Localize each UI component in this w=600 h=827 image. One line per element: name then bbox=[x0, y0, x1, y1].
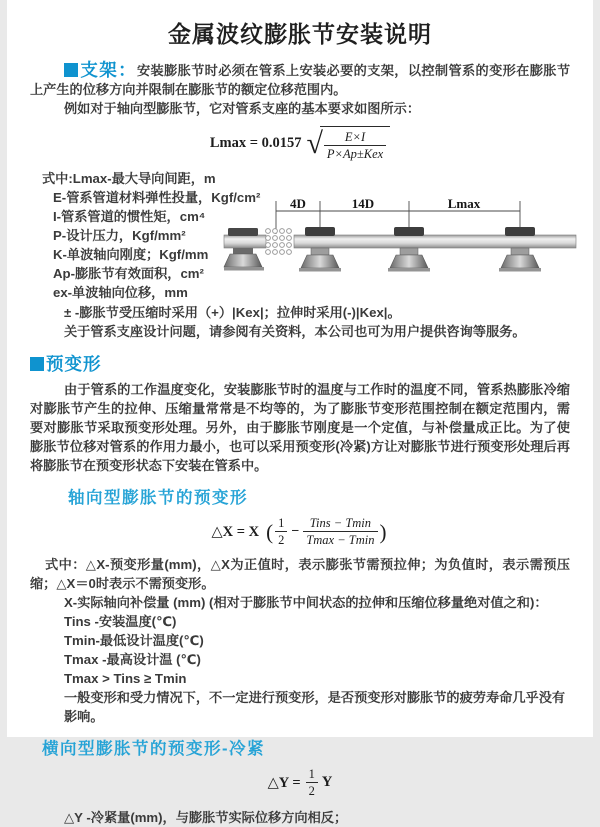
minus-operator: − bbox=[291, 523, 300, 539]
temperature-fraction bbox=[303, 516, 377, 547]
support-intro-text: 安装膨胀节时必须在管系上安装必要的支架，以控制管系的变形在膨胀节上产生的位移方向并限制在膨胀节的额定位移范围内。 bbox=[30, 63, 571, 97]
sign-note-line: ± -膨胀节受压缩时采用（+）|Kex|；拉伸时采用(-)|Kex|。 bbox=[64, 305, 401, 320]
axial-note-line: Tmax > Tins ≥ Tmin bbox=[64, 671, 187, 686]
sqrt-radical-icon: √ bbox=[306, 126, 323, 160]
fraction-numerator: 1 bbox=[306, 767, 318, 783]
definition-item: Ap-膨胀节有效面积，cm² bbox=[53, 266, 204, 281]
definition-item: E-管系管道材料弹性投量，Kgf/cm² bbox=[53, 190, 261, 205]
axial-predeform-formula bbox=[30, 516, 570, 547]
guide-spacing-formula bbox=[30, 126, 570, 161]
definitions-and-diagram bbox=[30, 169, 570, 303]
support-intro-paragraph bbox=[30, 61, 570, 99]
sqrt-body bbox=[320, 126, 390, 161]
lateral-note-line: △Y -冷紧量(mm)，与膨胀节实际位移方向相反； bbox=[64, 810, 348, 825]
consult-note-line: 关于管系支座设计问题，请参阅有关资料，本公司也可为用户提供咨询等服务。 bbox=[64, 324, 526, 339]
document-page bbox=[7, 0, 593, 825]
bellows-icon bbox=[266, 229, 292, 255]
axial-note-line: Tmax -最高设计温 (℃) bbox=[64, 652, 201, 667]
dim-label-14d: 14D bbox=[351, 196, 375, 211]
support-example-line: 例如对于轴向型膨胀节，它对管系支座的基本要求如图所示： bbox=[64, 101, 421, 116]
dim-label-lmax: Lmax bbox=[447, 196, 481, 211]
fraction-denominator: Tmax − Tmin bbox=[306, 533, 375, 547]
fraction-denominator: 2 bbox=[278, 533, 285, 547]
fraction-numerator: 1 bbox=[275, 516, 287, 532]
fraction-numerator: Tins − Tmin bbox=[303, 516, 377, 532]
axial-note-line: 式中：△X-预变形量(mm)，△X为正值时，表示膨张节需预拉伸；为负值时，表示需预压缩；△X＝0时表示不需预变形。 bbox=[30, 557, 570, 591]
definition-item: 式中:Lmax-最大导向间距，m bbox=[42, 171, 216, 186]
lateral-coldtight-formula bbox=[30, 767, 570, 798]
formula-rhs: Y bbox=[321, 774, 333, 790]
close-paren: ) bbox=[379, 519, 387, 544]
predeform-body-paragraph: 由于管系的工作温度变化，安装膨胀节时的温度与工作时的温度不同，管系热膨胀冷缩对膨胀节产生的拉伸、压缩量常常是不均等的，为了膨胀节变形范围控制在额定范围内，需要对膨胀节采取预变形处理。另外，由于膨胀节刚度是一个定值，与补偿量成正比。为了使膨胀节位移对管系的作用力最小，也可以采用预变形(冷紧)方让对膨胀节进行预变形处理后再将膨胀节在预变形状态下安装在管系中。 bbox=[30, 382, 570, 473]
support-section-heading bbox=[64, 60, 137, 80]
definition-item: P-设计压力，Kgf/mm² bbox=[53, 228, 186, 243]
pipe-support-diagram bbox=[224, 197, 576, 292]
half-fraction bbox=[306, 767, 318, 798]
definition-item: K-单波轴向刚度；Kgf/mm bbox=[53, 247, 209, 262]
pipe bbox=[294, 235, 576, 248]
section-marker-icon bbox=[30, 357, 44, 371]
axial-note-line: Tmin-最低设计温度(℃) bbox=[64, 633, 204, 648]
formula-fraction bbox=[324, 130, 386, 161]
support-heading-label: 支架： bbox=[80, 60, 137, 80]
guide-support bbox=[299, 227, 341, 272]
formula-lhs: Lmax = 0.0157 bbox=[209, 135, 302, 151]
open-paren: ( bbox=[266, 519, 274, 544]
predeform-section-heading bbox=[30, 351, 570, 376]
lateral-subheading: 横向型膨胀节的预变形-冷紧 bbox=[42, 740, 265, 758]
axial-note-line: Tins -安装温度(℃) bbox=[64, 614, 177, 629]
fraction-denominator: P×Ap±Kex bbox=[326, 147, 384, 161]
anchor-support bbox=[224, 228, 264, 271]
section-marker-icon bbox=[64, 63, 78, 77]
formula-lhs: △Y = bbox=[267, 774, 301, 791]
half-fraction bbox=[275, 516, 287, 547]
page-title: 金属波纹膨胀节安装说明 bbox=[168, 21, 432, 47]
pipe-stub bbox=[224, 235, 266, 248]
predeform-heading-label: 预变形 bbox=[46, 354, 102, 374]
dim-label-4d: 4D bbox=[290, 196, 306, 211]
definition-item: ex-单波轴向位移，mm bbox=[53, 285, 188, 300]
fraction-denominator: 2 bbox=[308, 784, 315, 798]
formula-lhs: △X = X bbox=[211, 523, 260, 540]
definition-item: I-管系管道的惯性矩，cm⁴ bbox=[53, 209, 206, 224]
guide-support bbox=[499, 227, 541, 272]
axial-note-line: X-实际轴向补偿量 (mm) (相对于膨胀节中间状态的拉伸和压缩位移量绝对值之和)： bbox=[64, 595, 548, 610]
axial-note-line: 一般变形和受力情况下，不一定进行预变形，是否预变形对膨胀节的疲劳寿命几乎没有影响。 bbox=[64, 690, 566, 724]
fraction-numerator: E×I bbox=[324, 130, 386, 146]
guide-support bbox=[388, 227, 430, 272]
axial-subheading: 轴向型膨胀节的预变形 bbox=[68, 489, 248, 507]
